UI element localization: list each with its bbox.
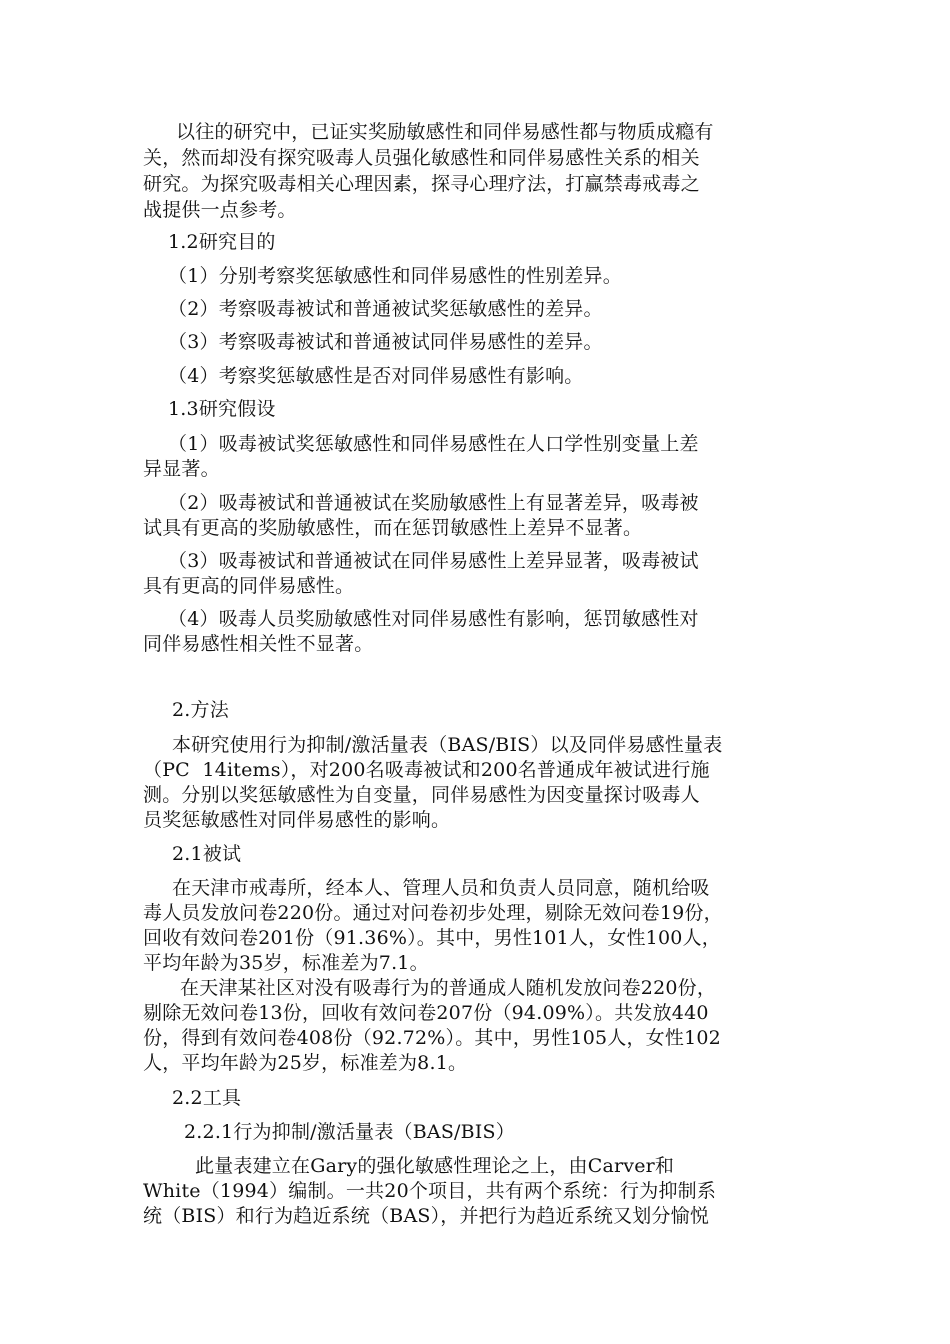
- hyp3-line-2: 具有更高的同伴易感性。: [143, 575, 355, 597]
- intro-line-1: 以往的研究中，已证实奖励敏感性和同伴易感性都与物质成瘾有: [176, 121, 714, 143]
- method-line-2: （PC 14items），对200名吸毒被试和200名普通成年被试进行施: [143, 759, 710, 781]
- subjects2-line-3: 份，得到有效问卷408份（92.72%）。其中，男性105人，女性102: [143, 1027, 721, 1049]
- subjects2-line-4: 人，平均年龄为25岁，标准差为8.1。: [143, 1052, 468, 1074]
- aim-3: （3）考察吸毒被试和普通被试同伴易感性的差异。: [168, 331, 603, 353]
- tool-line-3: 统（BIS）和行为趋近系统（BAS），并把行为趋近系统又划分愉悦: [143, 1205, 710, 1227]
- hyp4-line-2: 同伴易感性相关性不显著。: [143, 633, 374, 655]
- heading-2: 2.方法: [172, 699, 229, 721]
- heading-2-2-1: 2.2.1行为抑制/激活量表（BAS/BIS）: [184, 1121, 515, 1143]
- subjects1-line-2: 毒人员发放问卷220份。通过对问卷初步处理，剔除无效问卷19份，: [143, 902, 723, 924]
- hyp3-line-1: （3）吸毒被试和普通被试在同伴易感性上差异显著，吸毒被试: [168, 550, 699, 572]
- subjects1-line-4: 平均年龄为35岁，标准差为7.1。: [143, 952, 429, 974]
- subjects1-line-1: 在天津市戒毒所，经本人、管理人员和负责人员同意，随机给吸: [172, 877, 710, 899]
- hyp2-line-1: （2）吸毒被试和普通被试在奖励敏感性上有显著差异，吸毒被: [168, 492, 699, 514]
- heading-1-3: 1.3研究假设: [168, 398, 276, 420]
- hyp1-line-2: 异显著。: [143, 458, 220, 480]
- aim-2: （2）考察吸毒被试和普通被试奖惩敏感性的差异。: [168, 298, 603, 320]
- subjects2-line-2: 剔除无效问卷13份，回收有效问卷207份（94.09%）。共发放440: [143, 1002, 709, 1024]
- aim-1: （1）分别考察奖惩敏感性和同伴易感性的性别差异。: [168, 265, 622, 287]
- heading-2-2: 2.2工具: [172, 1087, 242, 1109]
- subjects2-line-1: 在天津某社区对没有吸毒行为的普通成人随机发放问卷220份，: [180, 977, 717, 999]
- intro-line-4: 战提供一点参考。: [143, 199, 297, 221]
- hyp1-line-1: （1）吸毒被试奖惩敏感性和同伴易感性在人口学性别变量上差: [168, 433, 699, 455]
- tool-line-1: 此量表建立在Gary的强化敏感性理论之上，由Carver和: [195, 1155, 675, 1177]
- hyp4-line-1: （4）吸毒人员奖励敏感性对同伴易感性有影响，惩罚敏感性对: [168, 608, 699, 630]
- tool-line-2: White（1994）编制。一共20个项目，共有两个系统：行为抑制系: [143, 1180, 717, 1202]
- intro-line-3: 研究。为探究吸毒相关心理因素，探寻心理疗法，打赢禁毒戒毒之: [143, 173, 700, 195]
- method-line-4: 员奖惩敏感性对同伴易感性的影响。: [143, 809, 451, 831]
- heading-1-2: 1.2研究目的: [168, 231, 276, 253]
- aim-4: （4）考察奖惩敏感性是否对同伴易感性有影响。: [168, 365, 584, 387]
- method-line-3: 测。分别以奖惩敏感性为自变量，同伴易感性为因变量探讨吸毒人: [143, 784, 700, 806]
- method-line-1: 本研究使用行为抑制/激活量表（BAS/BIS）以及同伴易感性量表: [172, 734, 723, 756]
- hyp2-line-2: 试具有更高的奖励敏感性，而在惩罚敏感性上差异不显著。: [143, 517, 643, 539]
- subjects1-line-3: 回收有效问卷201份（91.36%）。其中，男性101人，女性100人，: [143, 927, 721, 949]
- intro-line-2: 关，然而却没有探究吸毒人员强化敏感性和同伴易感性关系的相关: [143, 147, 700, 169]
- heading-2-1: 2.1被试: [172, 843, 242, 865]
